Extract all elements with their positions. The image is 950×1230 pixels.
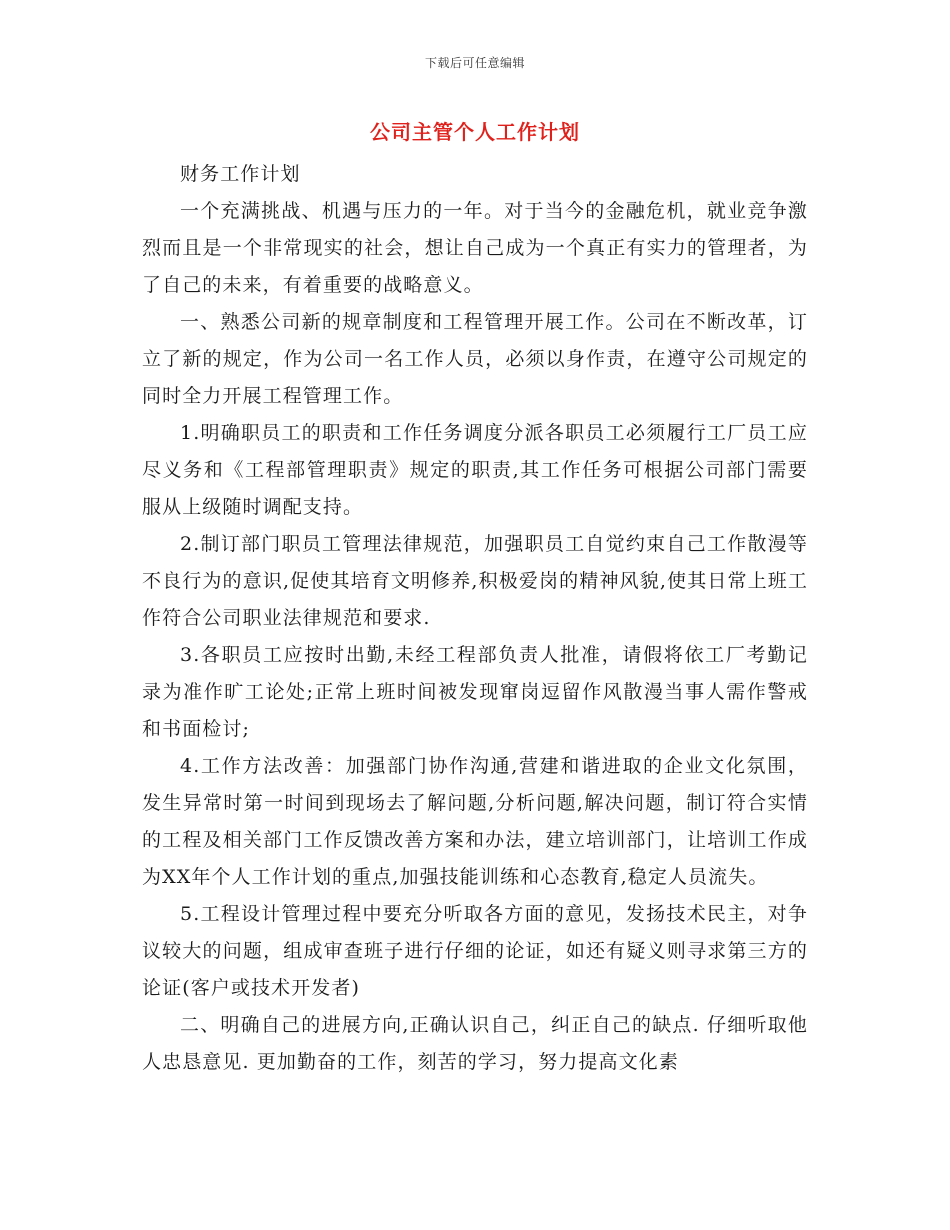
paragraph-item-3: 3.各职员工应按时出勤,未经工程部负责人批准，请假将依工厂考勤记录为准作旷工论处;正常上班时间被发现窜岗逗留作风散漫当事人需作警戒和书面检讨; xyxy=(142,644,808,740)
paragraph-item-2: 2.制订部门职员工管理法律规范，加强职员工自觉约束自己工作散漫等不良行为的意识,促使其培育文明修养,积极爱岗的精神风貌,使其日常上班工作符合公司职业法律规范和要求. xyxy=(142,533,808,629)
paragraph-section-2: 二、明确自己的进展方向,正确认识自己，纠正自己的缺点. 仔细听取他人忠恳意见. 更加勤奋的工作，刻苦的学习，努力提高文化素 xyxy=(142,1014,808,1073)
document-title: 公司主管个人工作计划 xyxy=(370,120,580,144)
paragraph-section-1: 一、熟悉公司新的规章制度和工程管理开展工作。公司在不断改革，订立了新的规定，作为公司一名工作人员，必须以身作责，在遵守公司规定的同时全力开展工程管理工作。 xyxy=(142,311,808,407)
document-body xyxy=(142,156,808,1081)
paragraph-item-5: 5.工程设计管理过程中要充分听取各方面的意见，发扬技术民主，对争议较大的问题，组成审查班子进行仔细的论证，如还有疑义则寻求第三方的论证(客户或技术开发者) xyxy=(142,903,808,999)
paragraph-section-heading: 财务工作计划 xyxy=(180,163,301,185)
paragraph-item-4: 4.工作方法改善：加强部门协作沟通,营建和谐进取的企业文化氛围，发生异常时第一时间到现场去了解问题,分析问题,解决问题，制订符合实情的工程及相关部门工作反馈改善方案和办法，建立培训部门，让培训工作成为XX年个人工作计划的重点,加强技能训练和心态教育,稳定人员流失。 xyxy=(142,755,808,888)
header-note: 下载后可任意编辑 xyxy=(424,56,525,70)
paragraph-intro: 一个充满挑战、机遇与压力的一年。对于当今的金融危机，就业竞争激烈而且是一个非常现实的社会，想让自己成为一个真正有实力的管理者，为了自己的未来，有着重要的战略意义。 xyxy=(142,200,808,296)
paragraph-item-1: 1.明确职员工的职责和工作任务调度分派各职员工必须履行工厂员工应尽义务和《工程部管理职责》规定的职责,其工作任务可根据公司部门需要服从上级随时调配支持。 xyxy=(142,422,808,518)
